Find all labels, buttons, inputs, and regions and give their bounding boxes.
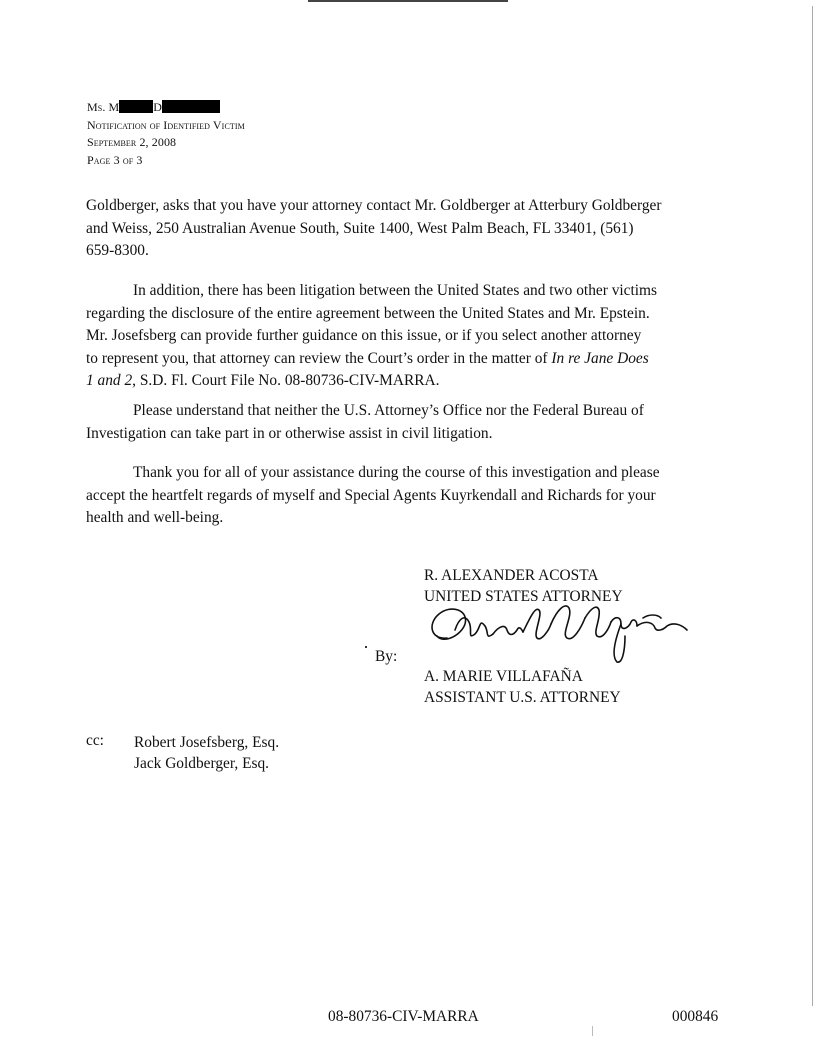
scan-dot (365, 646, 367, 648)
signer-name: A. MARIE VILLAFAÑA (424, 668, 583, 685)
cc-recipient: Jack Goldberger, Esq. (134, 755, 270, 772)
subject-line: Notification of Identified Victim (87, 117, 245, 132)
text-line: Investigation can take part in or otherwise assist in civil litigation. (86, 424, 493, 442)
recipient-mid: D (153, 100, 163, 114)
paragraph-litigation (86, 280, 713, 393)
signer-block (424, 666, 621, 708)
text-line: 659-8300. (86, 242, 149, 259)
cc-recipient: Robert Josefsberg, Esq. (134, 734, 280, 751)
signer-title: ASSISTANT U.S. ATTORNEY (424, 689, 621, 706)
attorney-name: R. ALEXANDER ACOSTA (424, 567, 599, 584)
paragraph-thanks (86, 462, 713, 530)
page-indicator: Page 3 of 3 (87, 152, 143, 167)
recipient-prefix: Ms. M (87, 100, 120, 114)
by-label: By: (375, 648, 398, 665)
text-line: Mr. Josefsberg can provide further guidance on this issue, or if you select another attorney (86, 327, 642, 344)
text-line: In addition, there has been litigation between the United States and two other victims (133, 282, 658, 299)
scan-right-edge (812, 6, 813, 1006)
letter-header (87, 99, 245, 169)
scan-top-rule (308, 0, 508, 2)
text-line: health and well-being. (86, 509, 224, 526)
cc-list (134, 732, 279, 774)
text-line: accept the heartfelt regards of myself and Special Agents Kuyrkendall and Richards for your (86, 486, 656, 504)
date-line: September 2, 2008 (87, 135, 177, 149)
redaction-box (162, 100, 220, 113)
text-segment: , S.D. Fl. Court File No. 08-80736-CIV-MARRA. (132, 372, 440, 389)
text-line: Goldberger, asks that you have your attorney contact Mr. Goldberger at Atterbury Goldberger (86, 197, 662, 214)
text-line: regarding the disclosure of the entire agreement between the United States and Mr. Epstein. (86, 304, 650, 322)
text-line (86, 348, 713, 371)
paragraph-civil-litigation (86, 400, 713, 445)
case-name-italic: 1 and 2 (86, 372, 133, 389)
redaction-box (119, 100, 153, 113)
cc-label: cc: (86, 732, 104, 749)
recipient-line (87, 99, 245, 117)
text-line: Thank you for all of your assistance during the course of this investigation and please (133, 464, 660, 481)
text-line (86, 370, 713, 393)
text-segment: to represent you, that attorney can review the Court’s order in the matter of (86, 349, 552, 367)
handwritten-signature (425, 600, 690, 665)
footer-case-number: 08-80736-CIV-MARRA (328, 1008, 479, 1025)
text-line: and Weiss, 250 Australian Avenue South, Suite 1400, West Palm Beach, FL 33401, (561) (86, 219, 634, 237)
paragraph-contact (86, 195, 713, 263)
text-line: Please understand that neither the U.S. Attorney’s Office nor the Federal Bureau of (133, 402, 644, 419)
attorney-title: UNITED STATES ATTORNEY (424, 588, 623, 605)
scan-speck (592, 1026, 593, 1036)
footer-bates-number: 000846 (672, 1008, 719, 1025)
case-name-italic: In re Jane Does (551, 349, 649, 367)
